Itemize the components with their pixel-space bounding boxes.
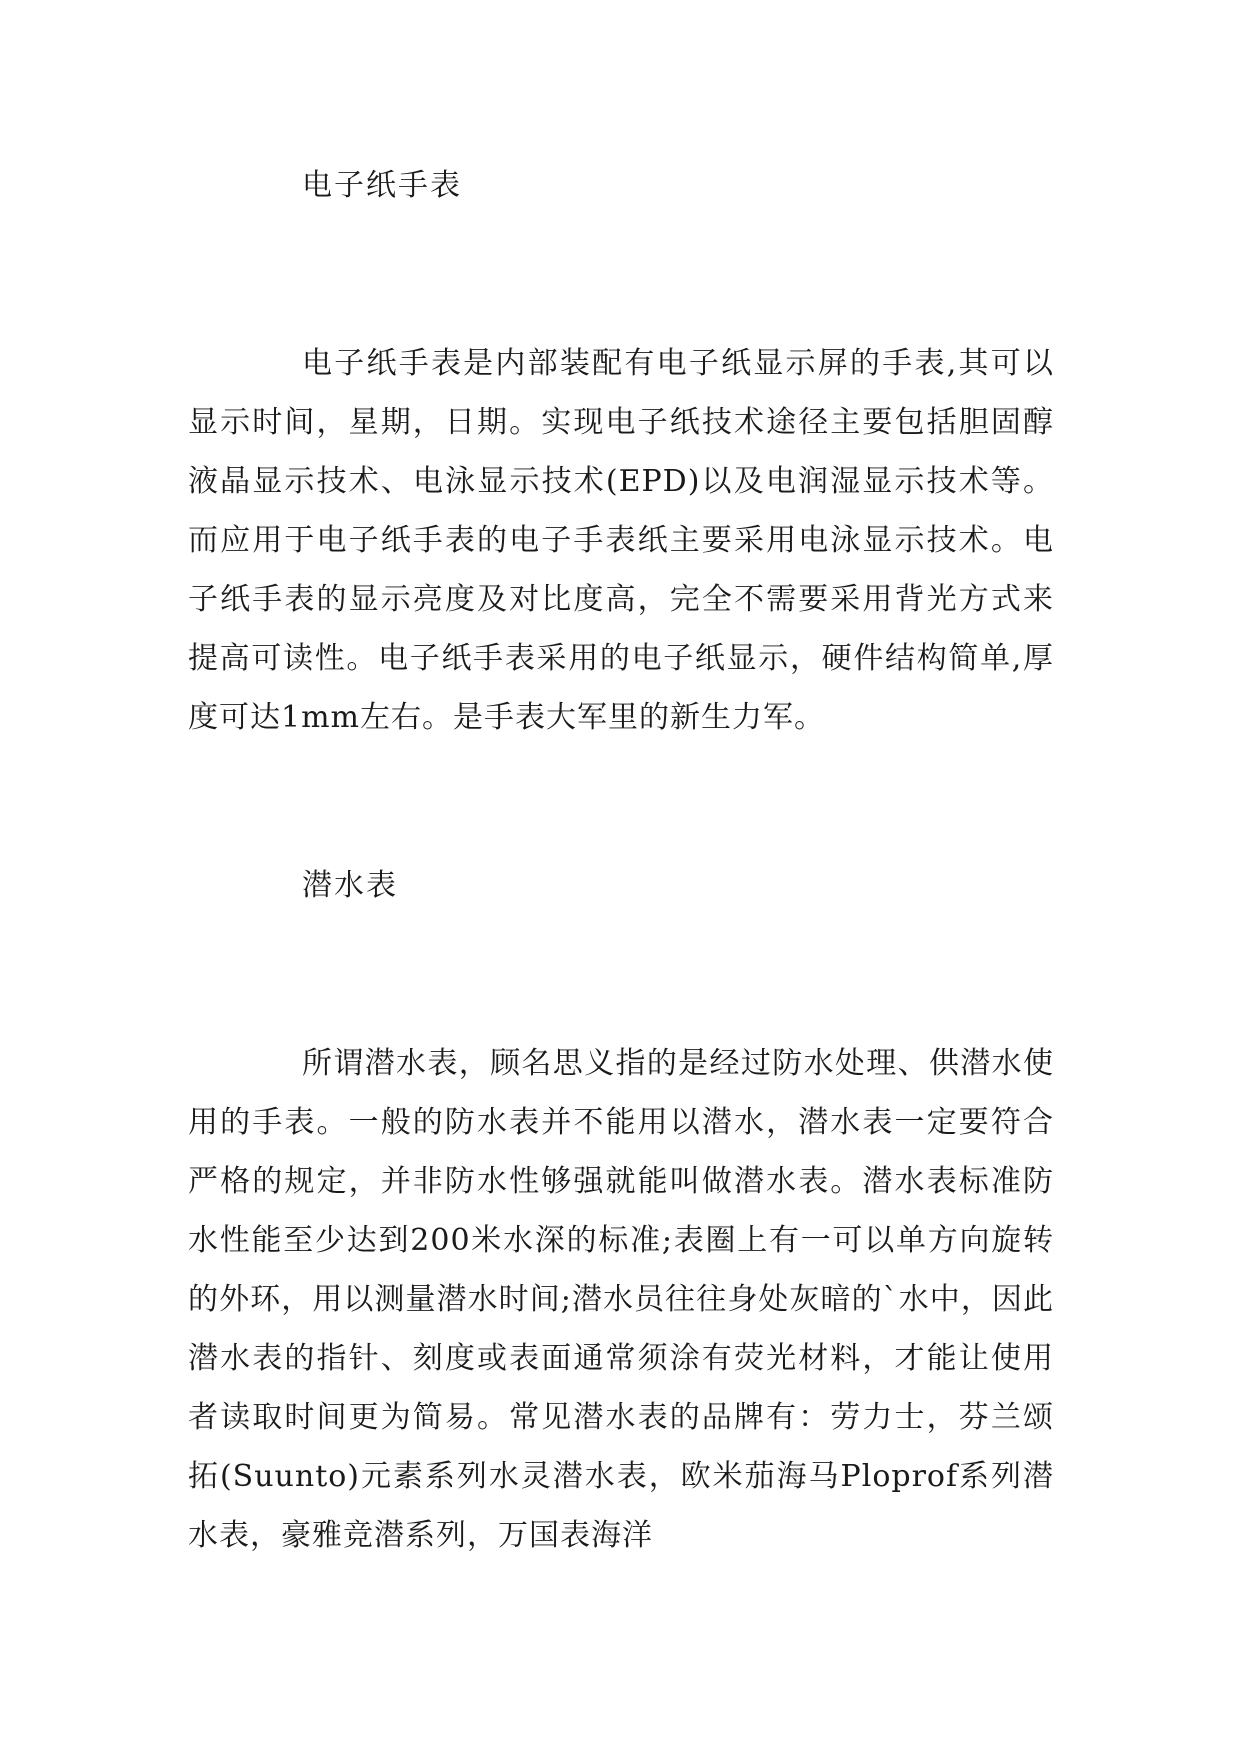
section-heading-dive-watch: 潜水表 [302, 868, 398, 903]
section-paragraph-epaper-watch: 电子纸手表是内部装配有电子纸显示屏的手表,其可以显示时间，星期，日期。实现电子纸技术途径主要包括胆固醇液晶显示技术、电泳显示技术(EPD)以及电润湿显示技术等。而应用于电子纸手表的电子手表纸主要采用电泳显示技术。电子纸手表的显示亮度及对比度高，完全不需要采用背光方式来提高可读性。电子纸手表采用的电子纸显示，硬件结构简单,厚度可达1mm左右。是手表大军里的新生力军。 [188, 346, 1054, 735]
section-paragraph-dive-watch: 所谓潜水表，顾名思义指的是经过防水处理、供潜水使用的手表。一般的防水表并不能用以潜水，潜水表一定要符合严格的规定，并非防水性够强就能叫做潜水表。潜水表标准防水性能至少达到200米水深的标准;表圈上有一可以单方向旋转的外环，用以测量潜水时间;潜水员往往身处灰暗的`水中，因此潜水表的指针、刻度或表面通常须涂有荧光材料，才能让使用者读取时间更为简易。常见潜水表的品牌有：劳力士，芬兰颂拓(Suunto)元素系列水灵潜水表，欧米茄海马Ploprof系列潜水表，豪雅竞潜系列，万国表海洋 [188, 1046, 1054, 1553]
section-heading-epaper-watch: 电子纸手表 [302, 168, 462, 203]
